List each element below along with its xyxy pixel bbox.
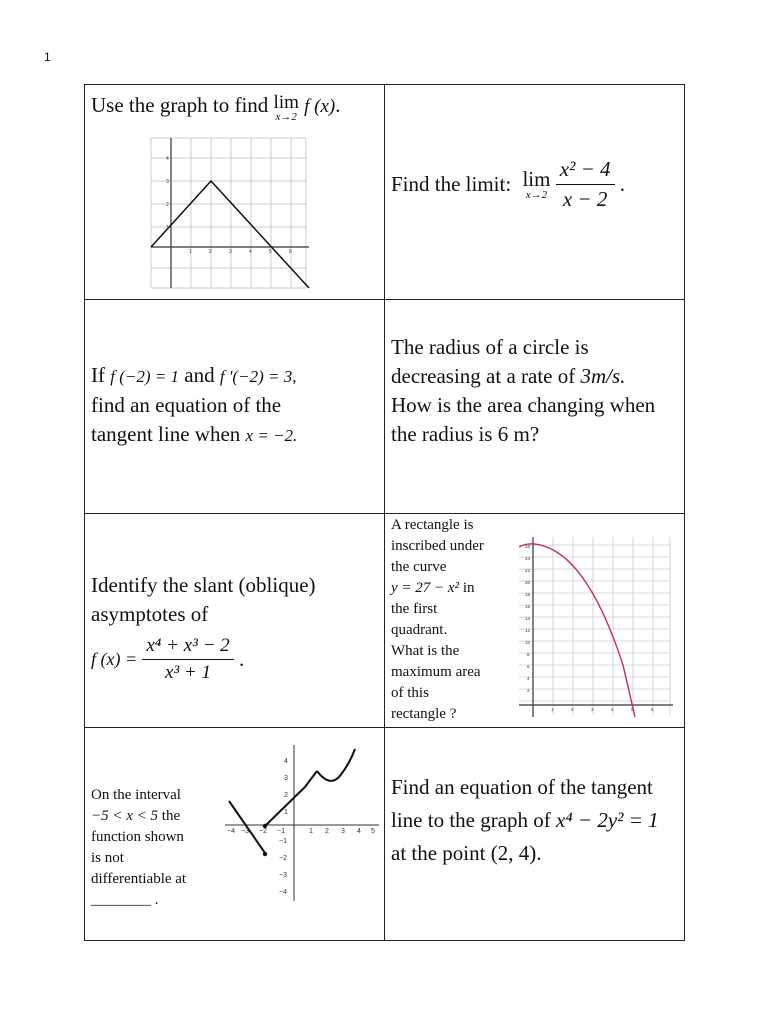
x-tick: 6 (289, 249, 292, 255)
y-tick: 24 (525, 556, 531, 561)
x-tick: 4 (357, 828, 361, 835)
y-tick: −4 (279, 889, 287, 896)
y-tick: 1 (166, 225, 169, 231)
x-tick: 5 (371, 828, 375, 835)
y-tick: 12 (525, 628, 531, 633)
segment-middle (265, 771, 317, 826)
x-tick: 6 (651, 707, 654, 712)
line-3: How is the area changing when (391, 393, 656, 417)
function-curve (151, 181, 309, 288)
cell-tangent-line (91, 361, 381, 450)
y-tick: 1 (284, 809, 288, 816)
parabola-graph (515, 535, 675, 719)
x-tick: −4 (227, 828, 235, 835)
x-tick: 1 (551, 707, 554, 712)
y-tick: 18 (525, 592, 531, 597)
line: On the interval (91, 787, 181, 803)
line-2: find an equation of the (91, 393, 282, 417)
y-tick: 26 (525, 544, 531, 549)
end-dot: . (619, 172, 625, 196)
cell-graph-limit (91, 89, 381, 297)
interval: −5 < x < 5 (91, 808, 159, 824)
y-tick: 3 (284, 775, 288, 782)
numerator: x² − 4 (556, 155, 615, 185)
question-text (91, 91, 341, 123)
end-dot: . (238, 647, 245, 671)
y-tick: 20 (525, 580, 531, 585)
curve-equation: x⁴ − 2y² = 1 (556, 808, 659, 832)
line: quadrant. (391, 622, 448, 638)
piecewise-graph (141, 133, 311, 293)
limit-expression: f (x) (304, 96, 336, 117)
parabola-curve (519, 544, 635, 717)
y-tick: 2 (166, 202, 169, 208)
line: the curve (391, 559, 447, 575)
x-tick: −1 (277, 828, 285, 835)
line-1: Identify the slant (oblique) (91, 573, 316, 597)
rate-value: 3m/s. (580, 364, 626, 388)
denominator: x³ + 1 (165, 662, 211, 683)
x-tick: 2 (325, 828, 329, 835)
line: is not (91, 850, 124, 866)
line-2: line to the graph of (391, 808, 551, 832)
x-tick: −2 (259, 828, 267, 835)
lim-word: lim (522, 166, 551, 191)
x-tick: 3 (229, 249, 232, 255)
fraction (556, 155, 615, 214)
cell-slant-asymptote (91, 571, 381, 686)
x-tick: 1 (189, 249, 192, 255)
line: A rectangle is (391, 517, 474, 533)
segment-left (229, 801, 265, 853)
function-name: f (x) = (91, 649, 138, 669)
lim-word: lim (273, 92, 299, 114)
curve-right (317, 749, 355, 781)
denominator: x − 2 (562, 187, 608, 211)
curve-equation: y = 27 − x² (391, 580, 460, 596)
y-tick: 8 (527, 652, 530, 657)
row-divider (85, 513, 684, 514)
line-1: Find an equation of the tangent (391, 775, 653, 799)
line: function shown (91, 829, 184, 845)
x-tick: 3 (341, 828, 345, 835)
line: of this (391, 685, 429, 701)
cell-implicit-tangent (391, 771, 683, 870)
lim-subscript: x→2 (525, 188, 548, 201)
x-tick: 2 (209, 249, 212, 255)
prompt: Find the limit: (391, 172, 512, 196)
line-1: The radius of a circle is (391, 335, 589, 359)
and-word: and (184, 363, 215, 387)
end-dot: . (335, 93, 341, 117)
cell-differentiability (91, 785, 215, 911)
row-divider (85, 727, 684, 728)
line: What is the (391, 643, 460, 659)
lim-subscript: x→2 (275, 111, 297, 124)
row-divider (85, 299, 684, 300)
cell-optimization (391, 515, 517, 725)
y-tick: 14 (525, 616, 531, 621)
y-tick: 4 (166, 156, 169, 162)
x-tick: 3 (591, 707, 594, 712)
cell-find-limit (391, 155, 681, 235)
y-tick: −3 (279, 872, 287, 879)
line: rectangle ? (391, 706, 457, 722)
y-tick: 22 (525, 568, 531, 573)
piecewise-function-graph (221, 743, 381, 903)
limit-notation (274, 91, 299, 123)
line: the first (391, 601, 438, 617)
the-word: the (161, 808, 181, 824)
line-3: tangent line when (91, 422, 241, 446)
in-word: in (462, 580, 475, 596)
line-3: at the point (2, 4). (391, 841, 542, 865)
limit-notation (522, 166, 551, 201)
x-tick: 4 (611, 707, 614, 712)
prompt: Use the graph to find (91, 93, 269, 117)
condition-1: f (−2) = 1 (110, 367, 179, 386)
condition-3: x = −2. (245, 426, 298, 445)
x-tick: 5 (269, 249, 272, 255)
line-2: decreasing at a rate of (391, 364, 576, 388)
cell-related-rates (391, 333, 683, 449)
y-tick: 4 (527, 676, 530, 681)
numerator: x⁴ + x³ − 2 (142, 633, 233, 660)
if-word: If (91, 363, 105, 387)
y-tick: 4 (284, 758, 288, 765)
fraction (142, 633, 233, 686)
y-tick: 6 (527, 664, 530, 669)
closed-dot (263, 852, 267, 856)
line: differentiable at (91, 871, 187, 887)
y-tick: −2 (279, 855, 287, 862)
y-tick: −1 (279, 838, 287, 845)
y-tick: 3 (166, 179, 169, 185)
line-4: the radius is 6 m? (391, 422, 540, 446)
condition-2: f '(−2) = 3, (219, 367, 297, 386)
x-tick: 5 (631, 707, 634, 712)
y-tick: 2 (527, 688, 530, 693)
line-2: asymptotes of (91, 602, 209, 626)
page-number: 1 (44, 50, 51, 64)
x-tick: 4 (249, 249, 252, 255)
line: inscribed under (391, 538, 484, 554)
line: maximum area (391, 664, 481, 680)
x-tick: 2 (571, 707, 574, 712)
x-tick: 1 (309, 828, 313, 835)
y-tick: 2 (284, 792, 288, 799)
y-tick: 10 (525, 640, 531, 645)
answer-blank: ________ . (91, 892, 159, 908)
x-tick: −3 (241, 828, 249, 835)
worksheet-grid (84, 84, 685, 941)
y-tick: 16 (525, 604, 531, 609)
